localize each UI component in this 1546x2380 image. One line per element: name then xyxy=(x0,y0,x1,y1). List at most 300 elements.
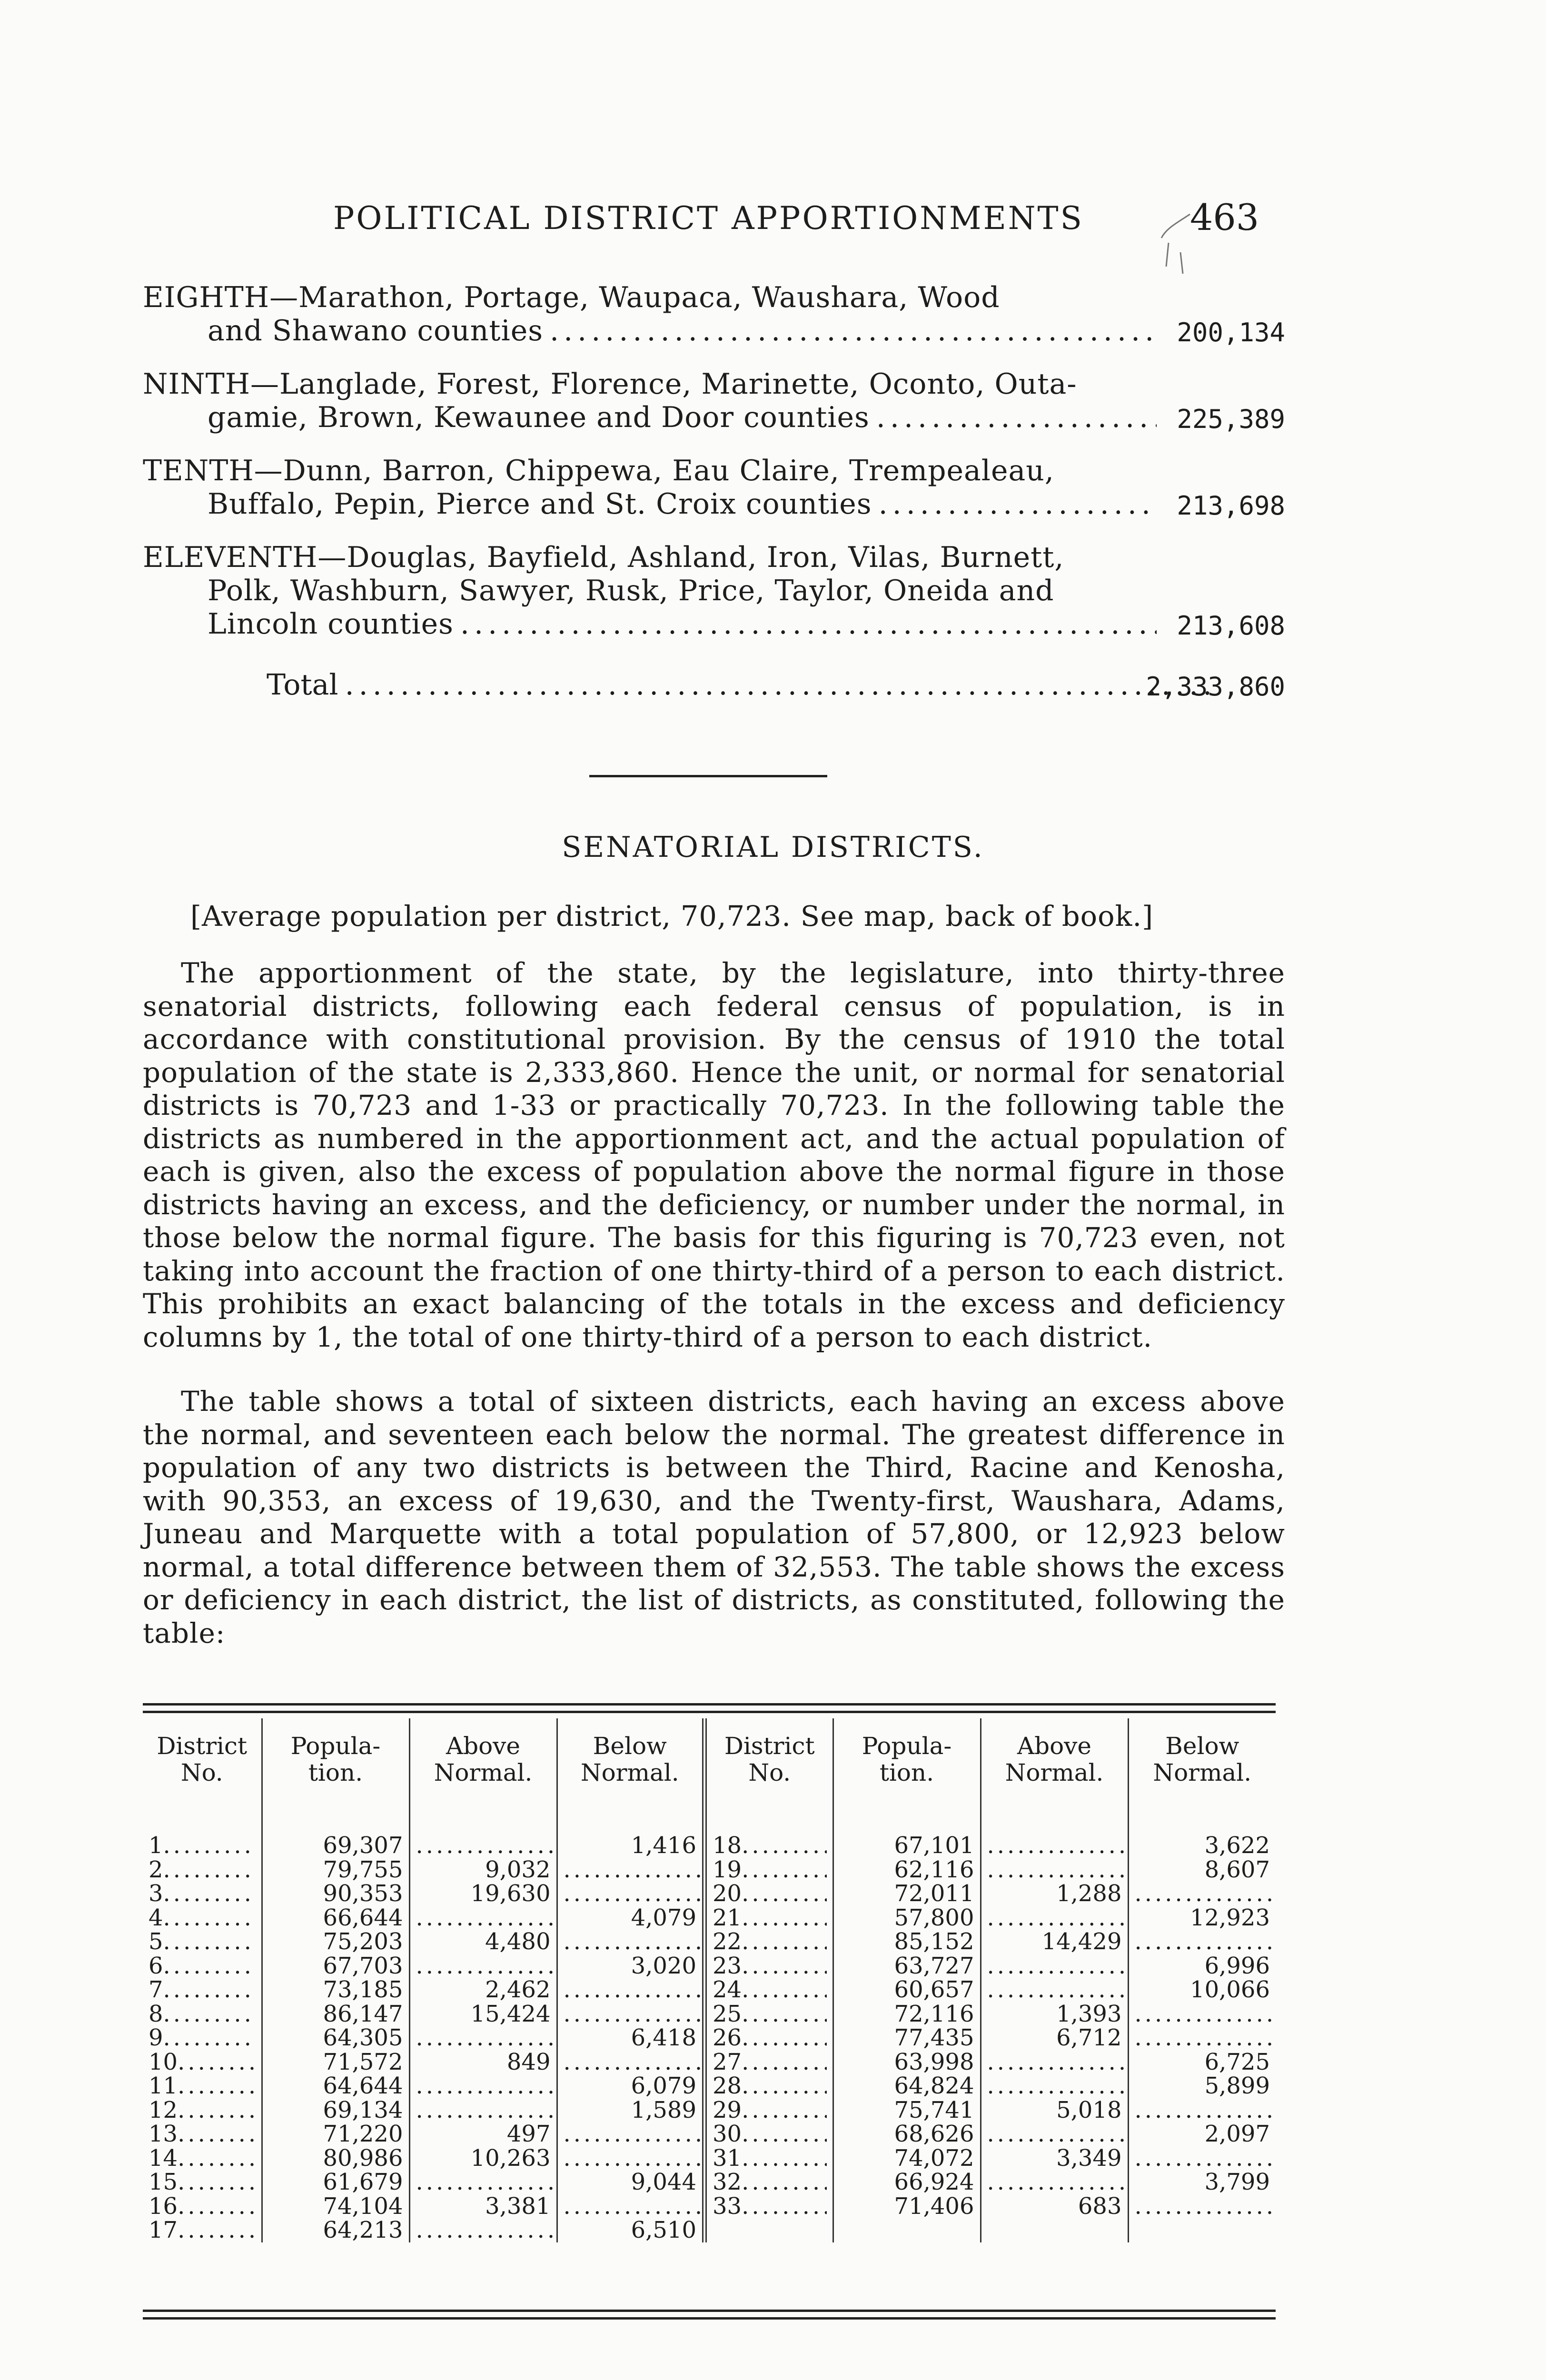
district-no xyxy=(713,2122,827,2146)
population-cell: 64,305 xyxy=(262,2026,409,2050)
district-cell xyxy=(143,1930,262,1954)
district-entry-ninth xyxy=(143,367,1285,434)
population-cell: 64,824 xyxy=(833,2074,981,2098)
empty-cell xyxy=(833,2218,981,2242)
district-cell xyxy=(143,1858,262,1882)
population-cell: 75,741 xyxy=(833,2098,981,2122)
district-no xyxy=(713,2194,827,2218)
district-cell xyxy=(704,2026,833,2050)
above-normal-cell: 849 xyxy=(409,2050,557,2074)
above-normal-cell-empty xyxy=(981,1906,1128,1930)
district-number: 24 xyxy=(713,1976,742,2003)
district-no xyxy=(149,2170,256,2194)
dot-leader xyxy=(742,2026,826,2050)
entry-line: EIGHTH—Marathon, Portage, Waupaca, Waushara, Wood xyxy=(143,281,1000,314)
table-row xyxy=(143,2002,1276,2026)
below-normal-cell-empty xyxy=(557,2050,704,2074)
district-cell xyxy=(143,2170,262,2194)
district-number: 12 xyxy=(149,2096,178,2123)
district-number: 22 xyxy=(713,1928,742,1955)
entry-last-line xyxy=(143,487,1160,521)
dot-leader xyxy=(742,1858,826,1882)
population-cell: 74,072 xyxy=(833,2146,981,2171)
total-label: Total xyxy=(267,668,338,702)
population-cell: 61,679 xyxy=(262,2170,409,2194)
district-number: 32 xyxy=(713,2169,742,2196)
dot-leader xyxy=(163,2002,256,2026)
district-no xyxy=(713,2074,827,2098)
district-number: 3 xyxy=(149,1880,163,1907)
population-cell: 79,755 xyxy=(262,1858,409,1882)
below-normal-cell: 1,416 xyxy=(557,1834,704,1858)
district-number: 8 xyxy=(149,2000,163,2027)
district-no xyxy=(149,1882,256,1905)
dot-leader xyxy=(163,1882,256,1905)
dot-leader xyxy=(163,2026,256,2050)
district-entry-tenth xyxy=(143,454,1285,521)
below-normal-cell-empty xyxy=(1128,2098,1276,2122)
above-normal-cell-empty xyxy=(981,2122,1128,2146)
entry-line: TENTH—Dunn, Barron, Chippewa, Eau Claire, Trempealeau, xyxy=(143,454,1054,487)
district-number: 13 xyxy=(149,2121,178,2148)
below-normal-cell: 1,589 xyxy=(557,2098,704,2122)
section-divider xyxy=(589,775,827,777)
district-cell xyxy=(704,2050,833,2074)
district-number: 30 xyxy=(713,2121,742,2148)
above-normal-cell: 4,480 xyxy=(409,1930,557,1954)
below-normal-cell-empty xyxy=(1128,2002,1276,2026)
district-number: 29 xyxy=(713,2096,742,2123)
district-number: 10 xyxy=(149,2048,178,2075)
above-normal-cell: 14,429 xyxy=(981,1930,1128,1954)
above-normal-cell-empty xyxy=(409,1954,557,1978)
district-entry-eighth xyxy=(143,281,1285,347)
district-cell xyxy=(704,1858,833,1882)
district-no xyxy=(149,1906,256,1930)
district-cell xyxy=(143,2026,262,2050)
district-no xyxy=(713,1906,827,1930)
district-number: 33 xyxy=(713,2192,742,2220)
below-normal-cell: 6,996 xyxy=(1128,1954,1276,1978)
below-normal-cell-empty xyxy=(557,2194,704,2219)
table-row xyxy=(143,1906,1276,1930)
district-number: 31 xyxy=(713,2144,742,2172)
district-no xyxy=(149,2122,256,2146)
district-no xyxy=(713,1858,827,1882)
district-no xyxy=(713,1978,827,2002)
population-cell: 73,185 xyxy=(262,1978,409,2002)
table-row xyxy=(143,2170,1276,2194)
above-normal-cell-empty xyxy=(981,1858,1128,1882)
column-header: Above Normal. xyxy=(981,1718,1128,1834)
entry-line: NINTH—Langlade, Forest, Florence, Marinette, Oconto, Outa- xyxy=(143,367,1077,401)
district-cell xyxy=(704,2122,833,2146)
dot-leader xyxy=(178,2074,255,2098)
table-header-row xyxy=(143,1718,1276,1834)
district-number: 6 xyxy=(149,1952,163,1979)
population-cell: 64,213 xyxy=(262,2218,409,2242)
above-normal-cell: 9,032 xyxy=(409,1858,557,1882)
district-no xyxy=(713,1834,827,1857)
total-row xyxy=(143,668,1285,702)
entry-text: Lincoln counties xyxy=(208,607,454,641)
table-row xyxy=(143,1882,1276,1906)
above-normal-cell-empty xyxy=(409,2170,557,2194)
entry-line: Polk, Washburn, Sawyer, Rusk, Price, Taylor, Oneida and xyxy=(208,574,1054,607)
above-normal-cell-empty xyxy=(981,2050,1128,2074)
table-row xyxy=(143,2218,1276,2242)
empty-cell xyxy=(1128,2218,1276,2242)
district-cell xyxy=(704,2002,833,2026)
below-normal-cell-empty xyxy=(557,2002,704,2026)
below-normal-cell: 6,510 xyxy=(557,2218,704,2242)
table-row xyxy=(143,2074,1276,2098)
district-cell xyxy=(143,2050,262,2074)
district-no xyxy=(149,2218,256,2242)
entry-text: gamie, Brown, Kewaunee and Door counties xyxy=(208,401,870,434)
district-number: 16 xyxy=(149,2192,178,2220)
district-no xyxy=(149,1834,256,1857)
dot-leader xyxy=(742,1882,826,1905)
below-normal-cell: 6,418 xyxy=(557,2026,704,2050)
district-cell xyxy=(143,2218,262,2242)
population-cell: 86,147 xyxy=(262,2002,409,2026)
district-number: 7 xyxy=(149,1976,163,2003)
district-cell xyxy=(704,1906,833,1930)
district-entry-eleventh xyxy=(143,541,1285,641)
above-normal-cell: 15,424 xyxy=(409,2002,557,2026)
table-row xyxy=(143,2050,1276,2074)
population-cell: 67,101 xyxy=(833,1834,981,1858)
district-cell xyxy=(143,1906,262,1930)
dot-leader xyxy=(550,314,1157,347)
dot-leader xyxy=(742,1954,826,1978)
above-normal-cell-empty xyxy=(409,2098,557,2122)
above-normal-cell: 3,381 xyxy=(409,2194,557,2219)
entry-population: 213,698 xyxy=(1177,491,1285,521)
district-no xyxy=(149,1978,256,2002)
population-cell: 75,203 xyxy=(262,1930,409,1954)
table-row xyxy=(143,2194,1276,2219)
population-cell: 72,116 xyxy=(833,2002,981,2026)
above-normal-cell-empty xyxy=(981,1978,1128,2002)
below-normal-cell: 4,079 xyxy=(557,1906,704,1930)
district-cell xyxy=(704,1978,833,2002)
population-cell: 63,727 xyxy=(833,1954,981,1978)
column-header: Popula- tion. xyxy=(262,1718,409,1834)
above-normal-cell-empty xyxy=(409,2074,557,2098)
above-normal-cell: 10,263 xyxy=(409,2146,557,2171)
district-no xyxy=(713,1930,827,1954)
dot-leader xyxy=(345,668,1216,702)
district-no xyxy=(149,1930,256,1954)
above-normal-cell-empty xyxy=(409,2218,557,2242)
paragraph-1: The apportionment of the state, by the legislature, into thirty-three senatorial districts, following each federal census of population, is in accordance with constitutional provision. By the census of 1910 the total population of the state is 2,333,860. Hence the unit, or normal for senatorial districts is 70,723 and 1-33 or practically 70,723. In the following table the districts as numbered in the apportionment act, and the actual population of each is given, also the excess of population above the normal figure in those districts having an excess, and the deficiency, or number under the normal, in those below the normal figure. The basis for this figuring is 70,723 even, not taking into account the fraction of one thirty-third of a person to each district. This prohibits an exact balancing of the totals in the excess and deficiency columns by 1, the total of one thirty-third of a person to each district. xyxy=(143,957,1285,1353)
district-no xyxy=(713,2146,827,2170)
table-row xyxy=(143,1858,1276,1882)
dot-leader xyxy=(163,1930,256,1954)
population-cell: 85,152 xyxy=(833,1930,981,1954)
table-row xyxy=(143,1930,1276,1954)
above-normal-cell-empty xyxy=(981,2074,1128,2098)
table-row xyxy=(143,1954,1276,1978)
below-normal-cell: 3,799 xyxy=(1128,2170,1276,2194)
district-number: 25 xyxy=(713,2000,742,2027)
district-cell xyxy=(143,1954,262,1978)
column-header: District No. xyxy=(157,1732,248,1786)
dot-leader xyxy=(742,1834,826,1857)
district-cell xyxy=(704,2098,833,2122)
district-number: 1 xyxy=(149,1832,163,1859)
entry-last-line xyxy=(143,607,1160,641)
district-cell xyxy=(704,1882,833,1906)
table-bottom-rule xyxy=(143,2310,1276,2312)
above-normal-cell-empty xyxy=(409,1834,557,1858)
population-cell: 80,986 xyxy=(262,2146,409,2171)
district-no xyxy=(149,1954,256,1978)
total-line xyxy=(143,668,1219,702)
population-cell: 74,104 xyxy=(262,2194,409,2219)
district-no xyxy=(149,2098,256,2122)
below-normal-cell-empty xyxy=(557,1930,704,1954)
above-normal-cell: 497 xyxy=(409,2122,557,2146)
district-no xyxy=(149,2002,256,2026)
population-cell: 63,998 xyxy=(833,2050,981,2074)
district-number: 15 xyxy=(149,2169,178,2196)
below-normal-cell-empty xyxy=(1128,1882,1276,1906)
above-normal-cell-empty xyxy=(981,1834,1128,1858)
congressional-district-list xyxy=(143,281,1285,722)
population-cell: 69,134 xyxy=(262,2098,409,2122)
entry-population: 213,608 xyxy=(1177,611,1285,641)
district-cell xyxy=(143,2122,262,2146)
district-number: 26 xyxy=(713,2024,742,2052)
dot-leader xyxy=(742,1930,826,1954)
dot-leader xyxy=(742,2002,826,2026)
district-number: 9 xyxy=(149,2024,163,2052)
district-number: 2 xyxy=(149,1856,163,1883)
dot-leader xyxy=(742,2170,826,2194)
population-cell: 66,924 xyxy=(833,2170,981,2194)
district-cell xyxy=(704,2194,833,2219)
below-normal-cell-empty xyxy=(1128,2026,1276,2050)
dot-leader xyxy=(742,2146,826,2170)
population-cell: 72,011 xyxy=(833,1882,981,1906)
dot-leader xyxy=(178,2146,255,2170)
below-normal-cell: 6,079 xyxy=(557,2074,704,2098)
population-cell: 69,307 xyxy=(262,1834,409,1858)
district-cell xyxy=(704,1930,833,1954)
below-normal-cell: 5,899 xyxy=(1128,2074,1276,2098)
population-cell: 62,116 xyxy=(833,1858,981,1882)
total-population: 2,333,860 xyxy=(1146,672,1285,702)
dot-leader xyxy=(163,1954,256,1978)
page-title: POLITICAL DISTRICT APPORTIONMENTS xyxy=(333,200,1084,237)
dot-leader xyxy=(178,2098,255,2122)
district-no xyxy=(713,1954,827,1978)
entry-population: 200,134 xyxy=(1177,317,1285,347)
dot-leader xyxy=(178,2170,255,2194)
population-cell: 57,800 xyxy=(833,1906,981,1930)
below-normal-cell-empty xyxy=(557,2146,704,2171)
table-row xyxy=(143,2122,1276,2146)
district-no xyxy=(149,2146,256,2170)
district-no xyxy=(149,2050,256,2074)
population-cell: 64,644 xyxy=(262,2074,409,2098)
population-cell: 68,626 xyxy=(833,2122,981,2146)
above-normal-cell: 6,712 xyxy=(981,2026,1128,2050)
population-cell: 71,572 xyxy=(262,2050,409,2074)
column-header: Below Normal. xyxy=(1128,1718,1276,1834)
table-row xyxy=(143,1834,1276,1858)
column-header: Below Normal. xyxy=(557,1718,704,1834)
district-no xyxy=(149,1858,256,1882)
dot-leader xyxy=(879,487,1157,521)
table-row xyxy=(143,2146,1276,2171)
population-cell: 77,435 xyxy=(833,2026,981,2050)
above-normal-cell-empty xyxy=(981,1954,1128,1978)
dot-leader xyxy=(178,2194,255,2218)
district-cell xyxy=(143,2074,262,2098)
below-normal-cell-empty xyxy=(557,2122,704,2146)
average-note: [Average population per district, 70,723. See map, back of book.] xyxy=(190,900,1154,932)
district-cell xyxy=(704,1834,833,1858)
district-cell xyxy=(143,1882,262,1906)
above-normal-cell-empty xyxy=(409,1906,557,1930)
district-number: 21 xyxy=(713,1904,742,1931)
dot-leader xyxy=(163,1978,256,2002)
population-cell: 71,220 xyxy=(262,2122,409,2146)
district-no xyxy=(149,2194,256,2218)
dot-leader xyxy=(742,2122,826,2146)
district-no xyxy=(713,2098,827,2122)
district-cell xyxy=(143,2098,262,2122)
below-normal-cell: 3,622 xyxy=(1128,1834,1276,1858)
above-normal-cell: 5,018 xyxy=(981,2098,1128,2122)
district-cell xyxy=(704,2170,833,2194)
above-normal-cell: 2,462 xyxy=(409,1978,557,2002)
population-cell: 60,657 xyxy=(833,1978,981,2002)
table-row xyxy=(143,1978,1276,2002)
district-no xyxy=(713,2002,827,2026)
empty-cell xyxy=(981,2218,1128,2242)
population-cell: 90,353 xyxy=(262,1882,409,1906)
above-normal-cell: 3,349 xyxy=(981,2146,1128,2171)
dot-leader xyxy=(742,2074,826,2098)
district-cell xyxy=(704,1954,833,1978)
dot-leader xyxy=(742,2098,826,2122)
below-normal-cell-empty xyxy=(1128,1930,1276,1954)
district-number: 14 xyxy=(149,2144,178,2172)
district-number: 19 xyxy=(713,1856,742,1883)
entry-text: Buffalo, Pepin, Pierce and St. Croix counties xyxy=(208,487,872,521)
district-number: 4 xyxy=(149,1904,163,1931)
population-cell: 71,406 xyxy=(833,2194,981,2219)
below-normal-cell: 9,044 xyxy=(557,2170,704,2194)
senatorial-districts-table xyxy=(143,1718,1276,2242)
entry-line: ELEVENTH—Douglas, Bayfield, Ashland, Iron, Vilas, Burnett, xyxy=(143,541,1064,574)
table-top-rule xyxy=(143,1703,1276,1706)
population-cell: 67,703 xyxy=(262,1954,409,1978)
entry-last-line xyxy=(143,314,1160,347)
district-no xyxy=(713,2170,827,2194)
below-normal-cell: 6,725 xyxy=(1128,2050,1276,2074)
column-header: Popula- tion. xyxy=(833,1718,981,1834)
below-normal-cell: 3,020 xyxy=(557,1954,704,1978)
below-normal-cell: 2,097 xyxy=(1128,2122,1276,2146)
population-cell: 66,644 xyxy=(262,1906,409,1930)
page-number: 463 xyxy=(1190,196,1259,238)
district-no xyxy=(149,2074,256,2098)
above-normal-cell: 19,630 xyxy=(409,1882,557,1906)
district-number: 11 xyxy=(149,2073,178,2100)
dot-leader xyxy=(742,2050,826,2074)
dot-leader xyxy=(178,2050,255,2074)
table-bottom-rule xyxy=(143,2317,1276,2320)
district-number: 17 xyxy=(149,2217,178,2244)
district-cell xyxy=(143,1834,262,1858)
district-no xyxy=(713,2026,827,2050)
dot-leader xyxy=(460,607,1157,641)
paragraph-2: The table shows a total of sixteen districts, each having an excess above the normal, and seventeen each below the normal. The greatest difference in population of any two districts is between the Third, Racine and Kenosha, with 90,353, an excess of 19,630, and the Twenty-first, Waushara, Adams, Juneau and Marquette with a total population of 57,800, or 12,923 below normal, a total difference between them of 32,553. The table shows the excess or deficiency in each district, the list of districts, as constituted, following the table: xyxy=(143,1385,1285,1649)
table-row xyxy=(143,2026,1276,2050)
dot-leader xyxy=(163,1858,256,1882)
district-cell xyxy=(704,2074,833,2098)
district-no xyxy=(713,1882,827,1905)
district-cell xyxy=(704,2218,833,2242)
district-cell xyxy=(143,2002,262,2026)
entry-text: and Shawano counties xyxy=(208,314,543,347)
district-number: 28 xyxy=(713,2073,742,2100)
above-normal-cell-empty xyxy=(409,2026,557,2050)
below-normal-cell-empty xyxy=(1128,2194,1276,2219)
district-number: 20 xyxy=(713,1880,742,1907)
district-cell xyxy=(143,2146,262,2171)
dot-leader xyxy=(178,2218,255,2242)
column-header: Above Normal. xyxy=(409,1718,557,1834)
below-normal-cell: 8,607 xyxy=(1128,1858,1276,1882)
district-no xyxy=(713,2050,827,2074)
dot-leader xyxy=(742,2194,826,2218)
below-normal-cell: 12,923 xyxy=(1128,1906,1276,1930)
table-top-rule xyxy=(143,1711,1276,1713)
below-normal-cell-empty xyxy=(1128,2146,1276,2171)
dot-leader xyxy=(178,2122,255,2146)
district-cell xyxy=(143,1978,262,2002)
column-header: District No. xyxy=(704,1718,833,1834)
dot-leader xyxy=(163,1906,256,1930)
district-number: 23 xyxy=(713,1952,742,1979)
dot-leader xyxy=(742,1906,826,1930)
district-cell xyxy=(704,2146,833,2171)
district-number: 5 xyxy=(149,1928,163,1955)
dot-leader xyxy=(876,401,1157,434)
below-normal-cell: 10,066 xyxy=(1128,1978,1276,2002)
below-normal-cell-empty xyxy=(557,1882,704,1906)
dot-leader xyxy=(163,1834,256,1857)
entry-population: 225,389 xyxy=(1177,404,1285,434)
section-title: SENATORIAL DISTRICTS. xyxy=(562,831,984,864)
district-number: 18 xyxy=(713,1832,742,1859)
dot-leader xyxy=(742,1978,826,2002)
table-row xyxy=(143,2098,1276,2122)
table-body xyxy=(143,1834,1276,2242)
below-normal-cell-empty xyxy=(557,1978,704,2002)
above-normal-cell: 1,288 xyxy=(981,1882,1128,1906)
entry-last-line xyxy=(143,401,1160,434)
above-normal-cell: 683 xyxy=(981,2194,1128,2219)
below-normal-cell-empty xyxy=(557,1858,704,1882)
